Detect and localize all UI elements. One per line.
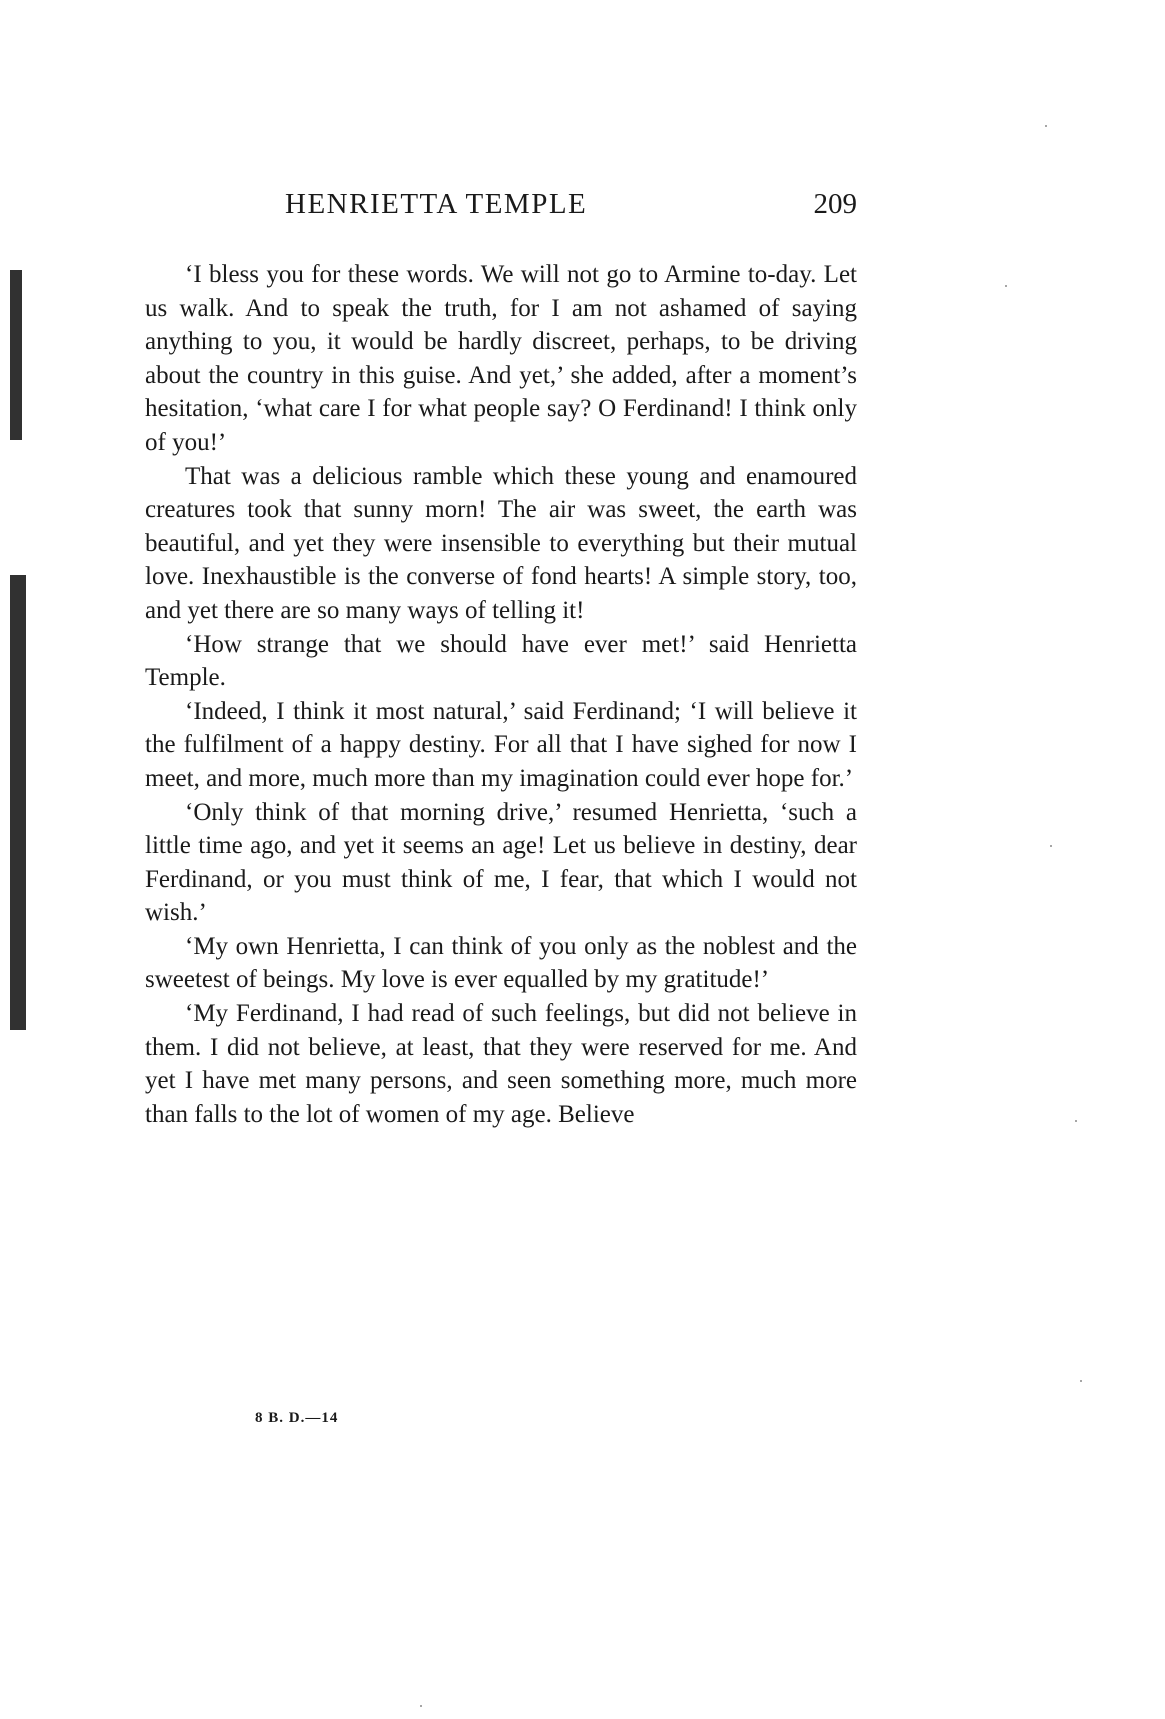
paper-speck [1045, 125, 1047, 127]
binding-shadow-top [10, 270, 22, 440]
paper-speck [420, 1705, 422, 1707]
paragraph: ‘My own Henrietta, I can think of you only as the noblest and the sweetest of beings. My love is ever equalled by my gratitude!’ [145, 932, 857, 994]
running-title: HENRIETTA TEMPLE [285, 188, 588, 220]
paper-speck [1050, 845, 1052, 847]
body-text [145, 258, 857, 1131]
binding-shadow-bottom [10, 575, 26, 1030]
paper-speck [1005, 285, 1007, 287]
paragraph: ‘My Ferdinand, I had read of such feelings, but did not believe in them. I did not believe, at least, that they were reserved for me. And yet I have met many persons, and seen something more, much more than falls to the lot of women of my age. Believe [145, 1000, 857, 1128]
paragraph: ‘I bless you for these words. We will not go to Armine to-day. Let us walk. And to speak the truth, for I am not ashamed of saying anything to you, it would be hardly discreet, perhaps, to be driving about the country in this guise. And yet,’ she added, after a moment’s hesitation, ‘what care I for what people say? O Ferdinand! I think only of you!’ [145, 261, 857, 456]
paper-speck [1075, 1120, 1077, 1122]
page-number: 209 [813, 188, 857, 220]
paragraph: ‘Indeed, I think it most natural,’ said Ferdinand; ‘I will believe it the fulfilment of a happy destiny. For all that I have sighed for now I meet, and more, much more than my imagination could ever hope for.’ [145, 697, 857, 792]
page-header [145, 188, 857, 232]
paragraph: ‘How strange that we should have ever met!’ said Henrietta Temple. [145, 630, 857, 692]
signature-mark: 8 B. D.—14 [255, 1410, 339, 1426]
paragraph: ‘Only think of that morning drive,’ resumed Henrietta, ‘such a little time ago, and yet it seems an age! Let us believe in destiny, dear Ferdinand, or you must think of me, I fear, that which I would not wish.’ [145, 798, 857, 927]
paper-speck [1080, 1380, 1082, 1382]
paragraph: That was a delicious ramble which these young and enamoured creatures took that sunny morn! The air was sweet, the earth was beautiful, and yet they were insensible to everything but their mutual love. Inexhaustible is the converse of fond hearts! A simple story, too, and yet there are so many ways of telling it! [145, 462, 857, 624]
